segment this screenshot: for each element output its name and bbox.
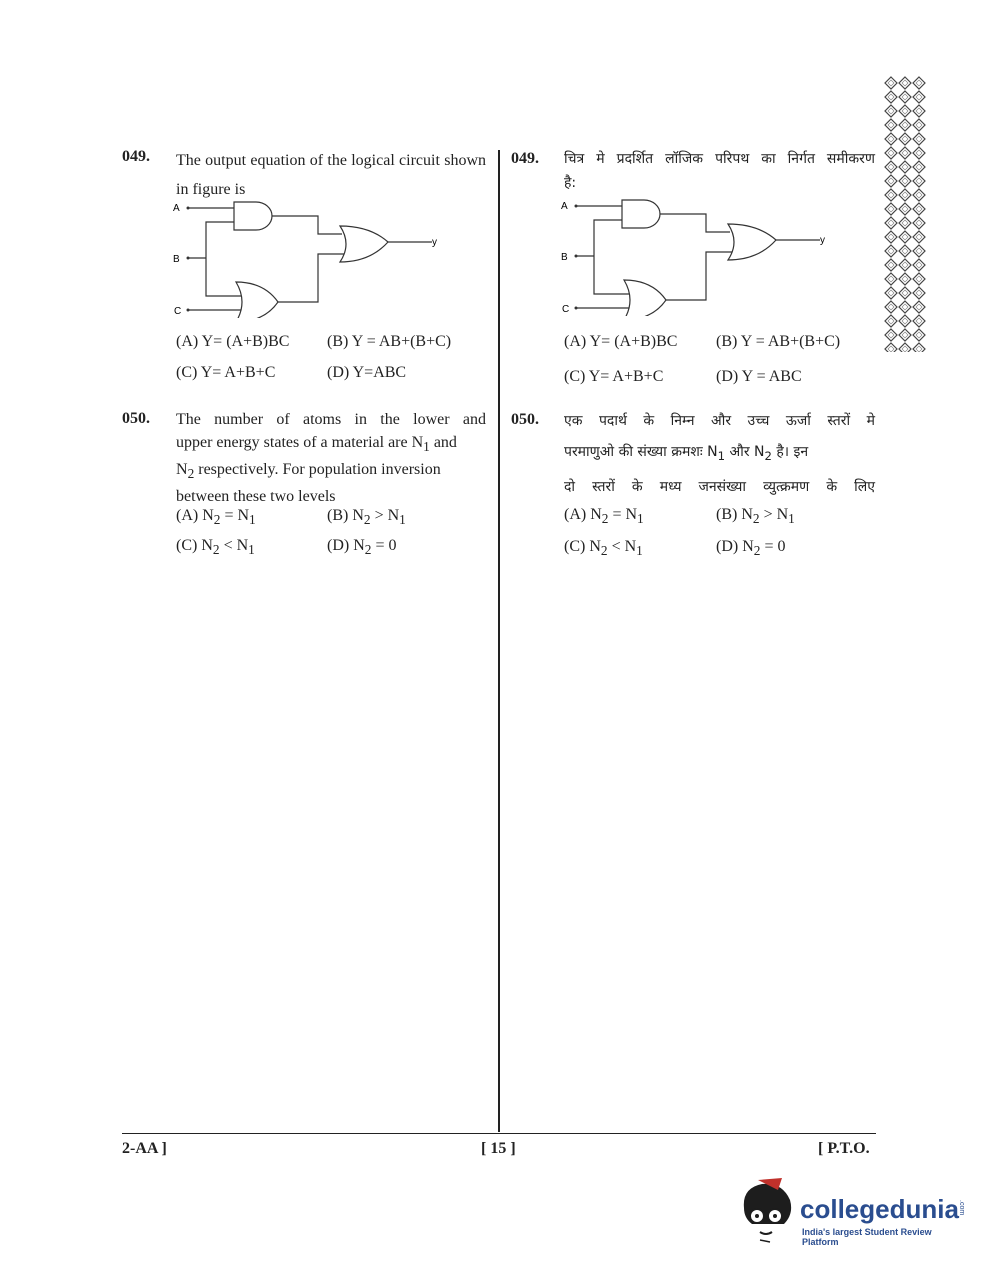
q50-hi-sub2: 2 xyxy=(764,448,772,463)
opt-sub: 1 xyxy=(637,511,644,527)
opt-prefix: (D) N xyxy=(327,537,365,554)
opt-sub: 2 xyxy=(752,511,760,527)
terminal-dot xyxy=(575,307,578,310)
opt-mid: = N xyxy=(220,507,250,524)
option-50a-en[interactable] xyxy=(176,507,256,528)
question-text-49-hi xyxy=(564,147,875,195)
opt-mid: = N xyxy=(608,506,638,523)
terminal-dot xyxy=(575,255,578,258)
logo-tagline: India's largest Student Review Platform xyxy=(802,1227,932,1247)
q50-line2 xyxy=(176,431,486,458)
question-number-49-hi: 049. xyxy=(511,150,539,167)
q50-hi-line1: एक पदार्थ के निम्न और उच्च ऊर्जा स्तरों मे xyxy=(564,413,875,429)
input-label-c: C xyxy=(562,304,570,315)
option-49c-en[interactable]: (C) Y= A+B+C xyxy=(176,364,276,381)
q50-line3-sub: 2 xyxy=(187,466,195,482)
opt-mid: < N xyxy=(607,538,637,555)
input-label-b: B xyxy=(561,252,568,263)
opt-sub: 2 xyxy=(363,512,371,528)
circuit-wires xyxy=(188,208,432,310)
opt-prefix: (A) N xyxy=(176,507,214,524)
q50-hi-mid: और N xyxy=(725,444,765,460)
footer-code: 2-AA ] xyxy=(122,1140,167,1157)
q50-line2-sub: 1 xyxy=(423,439,430,455)
opt-prefix: (C) N xyxy=(176,537,213,554)
question-text-49-en: The output equation of the logical circuit shown in figure is xyxy=(176,152,486,198)
option-49b-en[interactable]: (B) Y = AB+(B+C) xyxy=(327,333,452,350)
question-number-50-hi: 050. xyxy=(511,411,539,428)
circuit-wires xyxy=(576,206,820,308)
or-gate-output xyxy=(728,224,776,260)
decorative-border-strip xyxy=(884,76,926,352)
opt-mid: = 0 xyxy=(371,537,397,554)
logic-circuit-figure-hi xyxy=(558,196,828,316)
option-50c-hi[interactable] xyxy=(564,538,643,559)
opt-sub: 2 xyxy=(600,543,608,559)
option-50a-hi[interactable] xyxy=(564,506,644,527)
option-49a-en[interactable]: (A) Y= (A+B)BC xyxy=(176,333,290,350)
question-text-50-hi xyxy=(564,406,875,503)
option-49a-hi[interactable]: (A) Y= (A+B)BC xyxy=(564,333,678,350)
terminal-dot xyxy=(187,309,190,312)
opt-prefix: (A) N xyxy=(564,506,602,523)
q50-line3 xyxy=(176,458,486,485)
option-49d-hi[interactable]: (D) Y = ABC xyxy=(716,368,802,385)
q50-line2-end: and xyxy=(429,434,457,451)
q49-hi-line2: है: xyxy=(564,175,577,191)
opt-sub: 1 xyxy=(399,512,406,528)
q50-line3-end: respectively. For population inversion xyxy=(194,461,441,479)
output-label-y: y xyxy=(432,237,437,248)
q50-line4: between these two levels xyxy=(176,488,336,506)
q50-hi-end: है। इन xyxy=(771,444,809,460)
option-50c-en[interactable] xyxy=(176,537,255,558)
or-gate-lower xyxy=(236,282,278,318)
option-49d-en[interactable]: (D) Y=ABC xyxy=(327,364,407,381)
question-number-49-en: 049. xyxy=(122,148,150,165)
opt-prefix: (B) N xyxy=(327,507,364,524)
question-number-50-en: 050. xyxy=(122,410,150,427)
column-divider xyxy=(498,150,500,1132)
option-49c-hi[interactable]: (C) Y= A+B+C xyxy=(564,368,664,385)
mascot-icon xyxy=(738,1178,798,1244)
opt-sub: 1 xyxy=(788,511,795,527)
and-gate xyxy=(234,202,272,230)
opt-sub: 2 xyxy=(364,542,372,558)
option-50b-hi[interactable] xyxy=(716,506,795,527)
option-50d-en[interactable] xyxy=(327,537,396,558)
opt-prefix: (D) N xyxy=(716,538,754,555)
q50-hi-sub: 1 xyxy=(717,448,726,463)
opt-mid: > N xyxy=(759,506,789,523)
terminal-dot xyxy=(187,257,190,260)
page-number: [ 15 ] xyxy=(481,1140,516,1157)
q49-hi-line1: चित्र मे प्रदर्शित लॉजिक परिपथ का निर्गत समीकरण xyxy=(564,151,875,167)
logic-circuit-figure-en xyxy=(170,198,440,318)
opt-mid: = 0 xyxy=(760,538,786,555)
option-50d-hi[interactable] xyxy=(716,538,785,559)
opt-sub: 2 xyxy=(753,543,761,559)
footer-pto: [ P.T.O. xyxy=(818,1140,870,1157)
input-label-a: A xyxy=(173,203,180,214)
or-gate-lower xyxy=(624,280,666,316)
opt-sub: 1 xyxy=(636,543,643,559)
opt-mid: < N xyxy=(219,537,249,554)
opt-sub: 1 xyxy=(249,512,256,528)
opt-mid: > N xyxy=(370,507,400,524)
option-49b-hi[interactable]: (B) Y = AB+(B+C) xyxy=(716,333,841,350)
terminal-dot xyxy=(187,207,190,210)
opt-sub: 2 xyxy=(601,511,609,527)
border-pattern xyxy=(884,76,926,352)
option-50b-en[interactable] xyxy=(327,507,406,528)
logo-wordmark: collegedunia xyxy=(800,1194,959,1224)
q50-hi-line2-text: परमाणुओ की संख्या क्रमशः N xyxy=(564,444,718,460)
logo-suffix: .com xyxy=(958,1200,965,1216)
terminal-dot xyxy=(575,205,578,208)
collegedunia-logo[interactable] xyxy=(738,1178,966,1250)
footer-rule xyxy=(122,1133,876,1134)
opt-sub: 1 xyxy=(248,542,255,558)
and-gate xyxy=(622,200,660,228)
input-label-a: A xyxy=(561,201,568,212)
opt-prefix: (C) N xyxy=(564,538,601,555)
question-text-50-en xyxy=(176,408,486,508)
opt-prefix: (B) N xyxy=(716,506,753,523)
output-label-y: y xyxy=(820,235,825,246)
q50-hi-line3: दो स्तरों के मध्य जनसंख्या व्युत्क्रमण के लिए xyxy=(564,478,875,495)
q50-line1: The number of atoms in the lower and xyxy=(176,411,486,428)
input-label-c: C xyxy=(174,306,182,317)
q50-line2-text: upper energy states of a material are N xyxy=(176,434,424,451)
opt-sub: 2 xyxy=(212,542,220,558)
q50-line3-text: N xyxy=(176,461,188,479)
input-label-b: B xyxy=(173,254,180,265)
opt-sub: 2 xyxy=(213,512,221,528)
q50-hi-line2 xyxy=(564,437,875,472)
or-gate-output xyxy=(340,226,388,262)
